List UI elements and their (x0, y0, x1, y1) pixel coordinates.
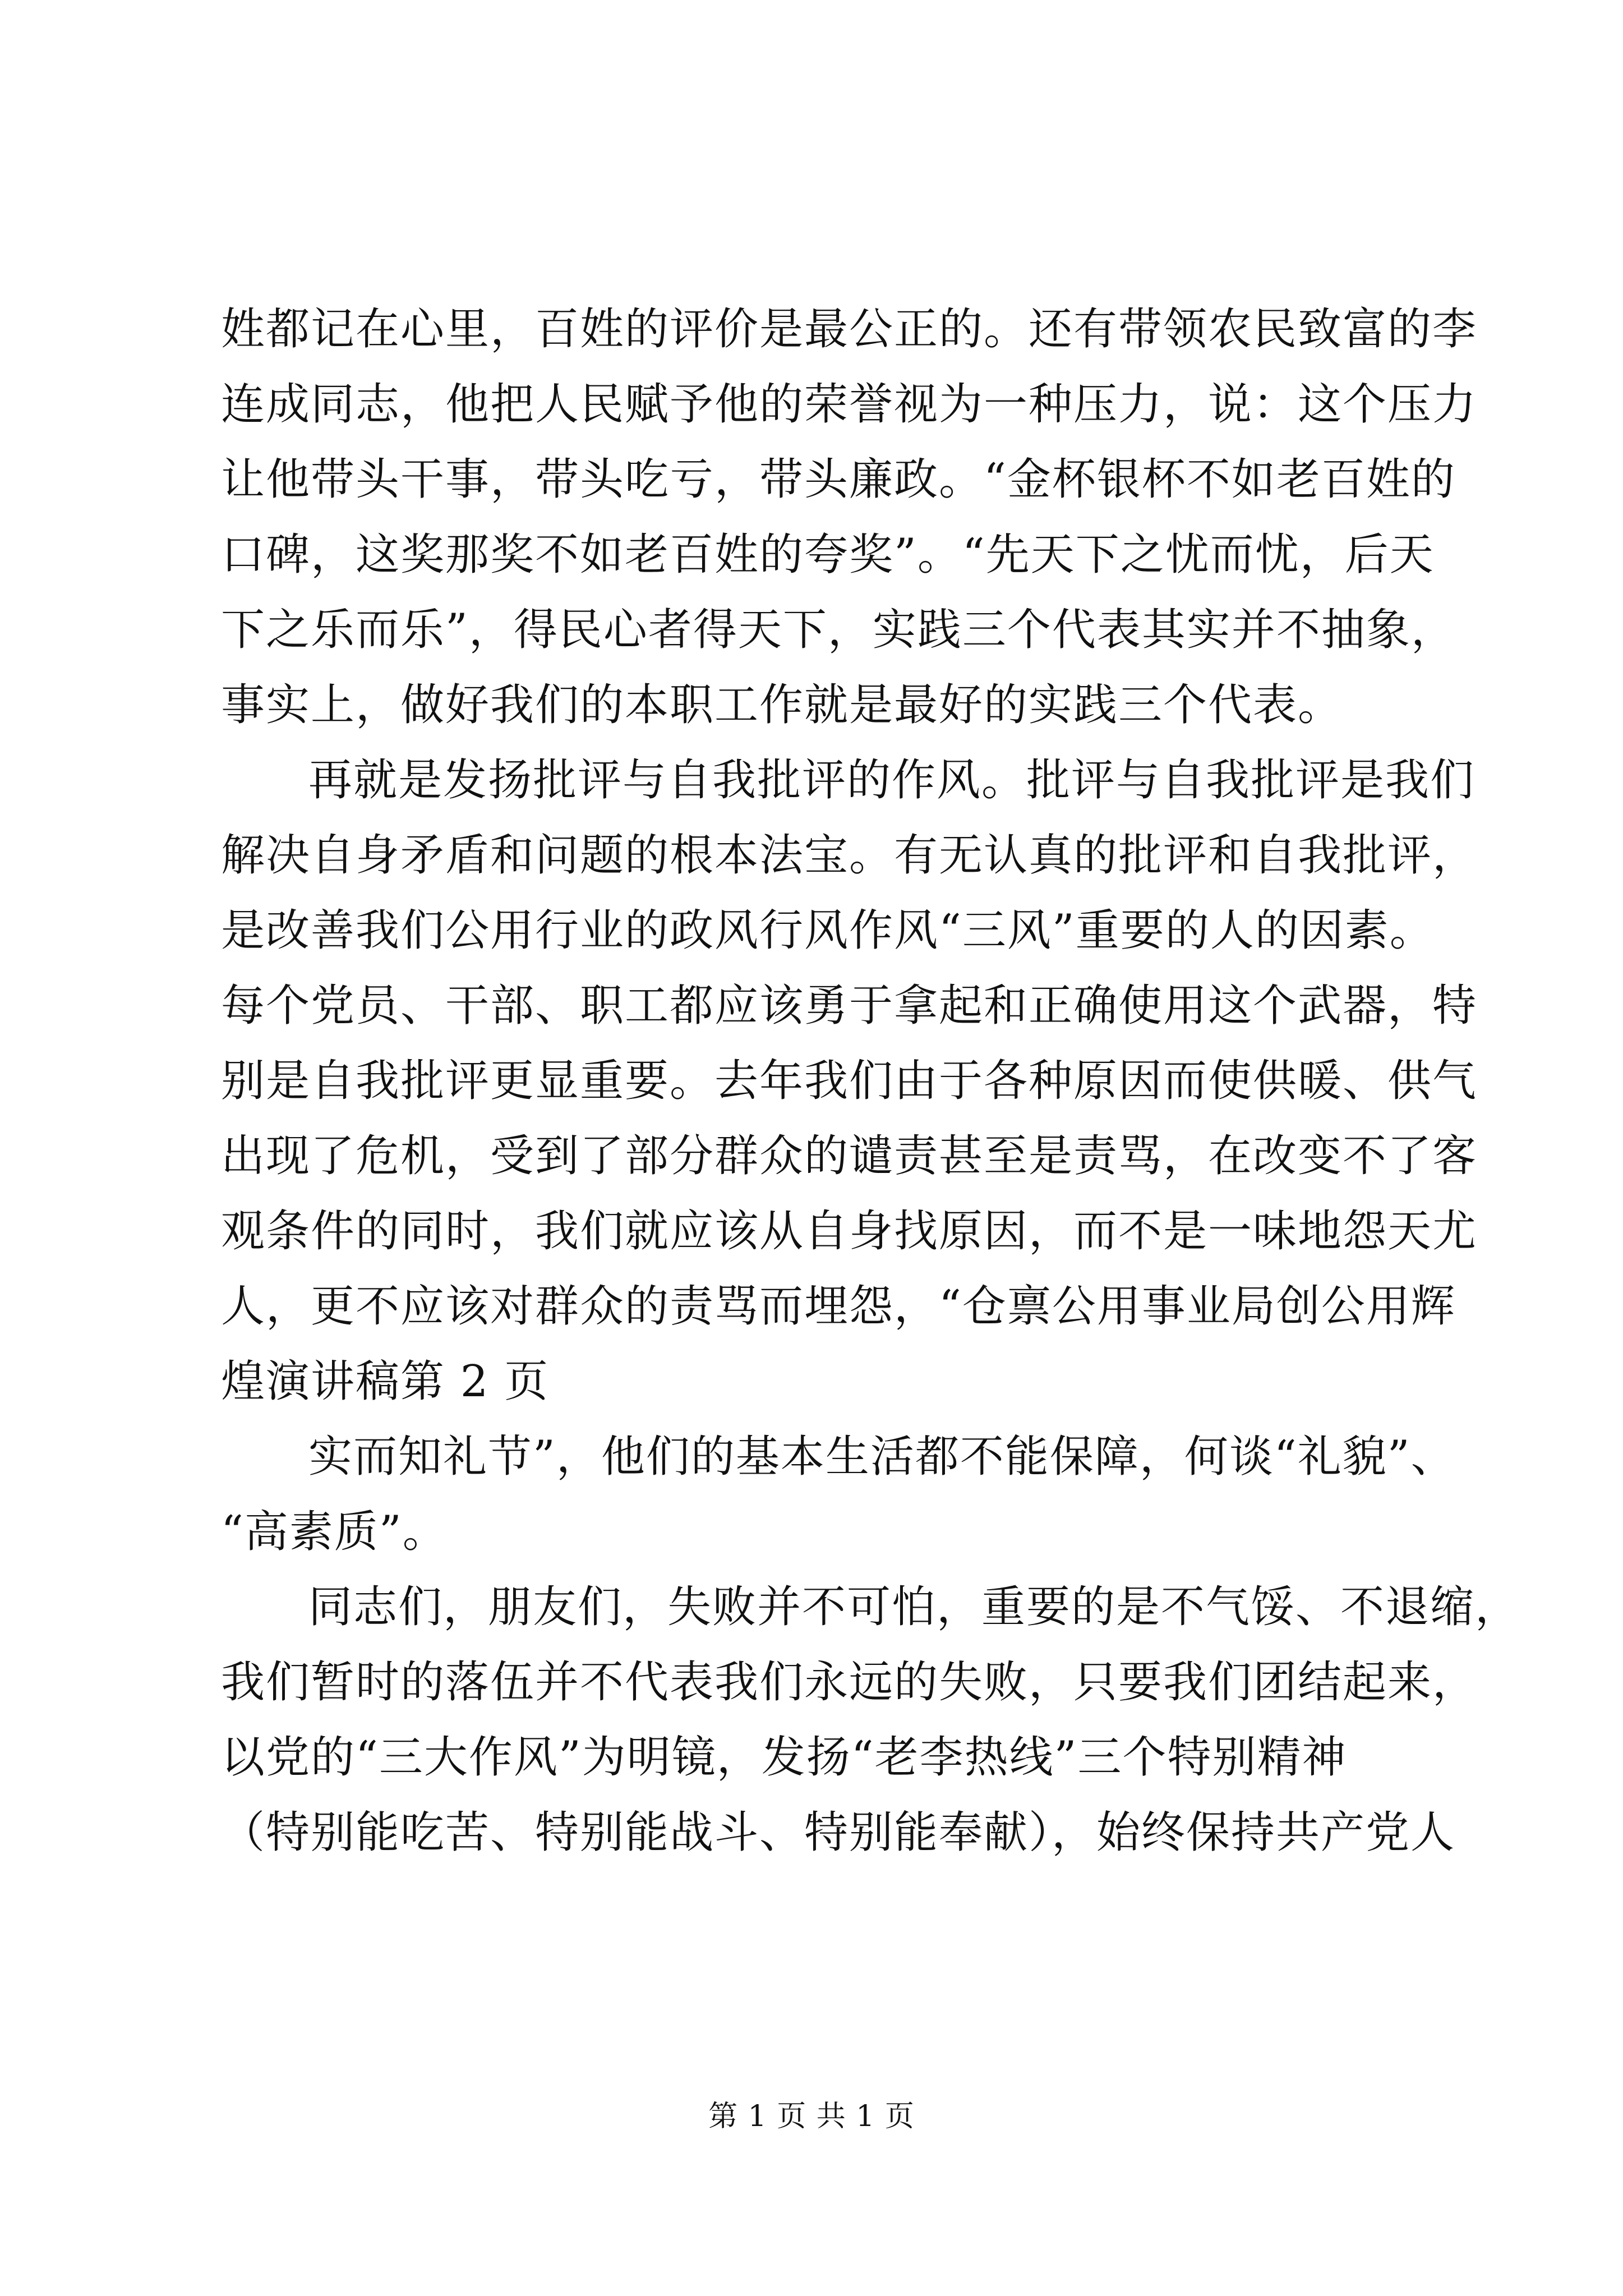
text-line: “高素质”。 (221, 1507, 448, 1557)
text-line: 出现了危机，受到了部分群众的谴责甚至是责骂，在改变不了客 (221, 1131, 1478, 1181)
text-line: 是改善我们公用行业的政风行风作风“三风”重要的人的因素。 (221, 905, 1435, 956)
page-footer (0, 2100, 1623, 2133)
text-line: 别是自我批评更显重要。去年我们由于各种原因而使供暖、供气 (221, 1056, 1478, 1106)
text-line: 连成同志，他把人民赋予他的荣誉视为一种压力，说：这个压力 (221, 379, 1478, 430)
text-line: 下之乐而乐”，得民心者得天下，实践三个代表其实并不抽象， (221, 605, 1456, 655)
text-line: 解决自身矛盾和问题的根本法宝。有无认真的批评和自我批评， (221, 830, 1478, 881)
text-line: 煌演讲稿第 2 页 (221, 1356, 550, 1407)
text-line: 事实上，做好我们的本职工作就是最好的实践三个代表。 (221, 680, 1343, 730)
text-line: 我们暂时的落伍并不代表我们永远的失败，只要我们团结起来， (221, 1657, 1478, 1708)
paragraph-start-line: 再就是发扬批评与自我批评的作风。批评与自我批评是我们 (308, 755, 1476, 806)
page-number-label: 第 1 页 共 1 页 (708, 2100, 915, 2133)
text-line: 观条件的同时，我们就应该从自身找原因，而不是一味地怨天尤 (221, 1206, 1478, 1257)
text-line: 人，更不应该对群众的责骂而埋怨，“仓禀公用事业局创公用辉 (221, 1281, 1456, 1332)
paragraph-start-line: 同志们，朋友们，失败并不可怕，重要的是不气馁、不退缩， (308, 1582, 1520, 1632)
text-line: 姓都记在心里，百姓的评价是最公正的。还有带领农民致富的李 (221, 304, 1478, 355)
text-line: 以党的“三大作风”为明镜，发扬“老李热线”三个特别精神 (221, 1732, 1347, 1783)
text-line: 每个党员、干部、职工都应该勇于拿起和正确使用这个武器，特 (221, 981, 1478, 1031)
text-line: （特别能吃苦、特别能战斗、特别能奉献），始终保持共产党人 (221, 1807, 1456, 1858)
text-line: 口碑，这奖那奖不如老百姓的夸奖”。“先天下之忧而忧，后天 (221, 530, 1435, 580)
paragraph-start-line: 实而知礼节”，他们的基本生活都不能保障，何谈“礼貌”、 (308, 1432, 1456, 1482)
text-line: 让他带头干事，带头吃亏，带头廉政。“金杯银杯不如老百姓的 (221, 454, 1456, 505)
document-body (221, 292, 1520, 1870)
